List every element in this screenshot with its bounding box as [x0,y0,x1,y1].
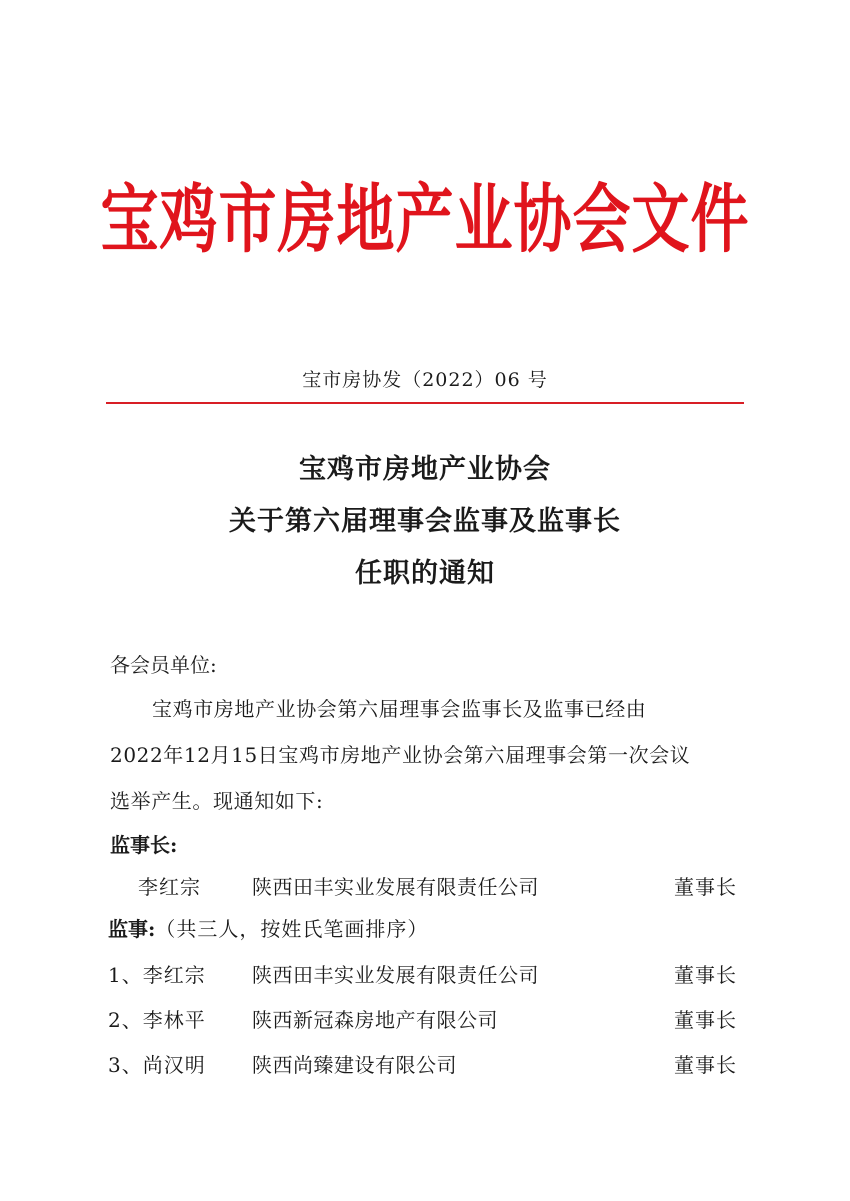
list-item [0,1050,850,1080]
chief-supervisor-row [0,872,850,902]
body-paragraph-line-2: 2022年12月15日宝鸡市房地产业协会第六届理事会第一次会议 [110,743,691,767]
salutation: 各会员单位: [110,653,217,677]
chief-supervisor-heading: 监事长: [110,833,178,857]
supervisor-name: 2、李林平 [108,1008,206,1032]
chief-supervisor-role: 董事长 [674,875,737,899]
body-paragraph-line-1: 宝鸡市房地产业协会第六届理事会监事长及监事已经由 [152,697,647,721]
document-masthead: 宝鸡市房地产业协会文件 [100,175,750,263]
body-paragraph-line-3: 选举产生。现通知如下: [110,789,324,813]
supervisor-role: 董事长 [674,1008,737,1032]
notice-title-line-3: 任职的通知 [355,558,495,589]
supervisor-role: 董事长 [674,963,737,987]
supervisors-heading [108,914,428,944]
supervisor-name: 1、李红宗 [108,963,206,987]
notice-title-line-1: 宝鸡市房地产业协会 [299,454,551,485]
chief-supervisor-name: 李红宗 [138,875,201,899]
supervisors-heading-note: （共三人，按姓氏笔画排序） [155,917,429,941]
supervisors-heading-label: 监事: [108,917,156,941]
supervisor-company: 陕西尚臻建设有限公司 [252,1053,457,1077]
chief-supervisor-company: 陕西田丰实业发展有限责任公司 [252,875,539,899]
supervisor-company: 陕西新冠森房地产有限公司 [252,1008,498,1032]
supervisor-role: 董事长 [674,1053,737,1077]
list-item [0,960,850,990]
red-divider-rule [106,402,744,404]
supervisor-company: 陕西田丰实业发展有限责任公司 [252,963,539,987]
list-item [0,1005,850,1035]
document-number: 宝市房协发（2022）06 号 [302,369,548,391]
notice-title-line-2: 关于第六届理事会监事及监事长 [229,506,621,537]
supervisor-name: 3、尚汉明 [108,1053,206,1077]
